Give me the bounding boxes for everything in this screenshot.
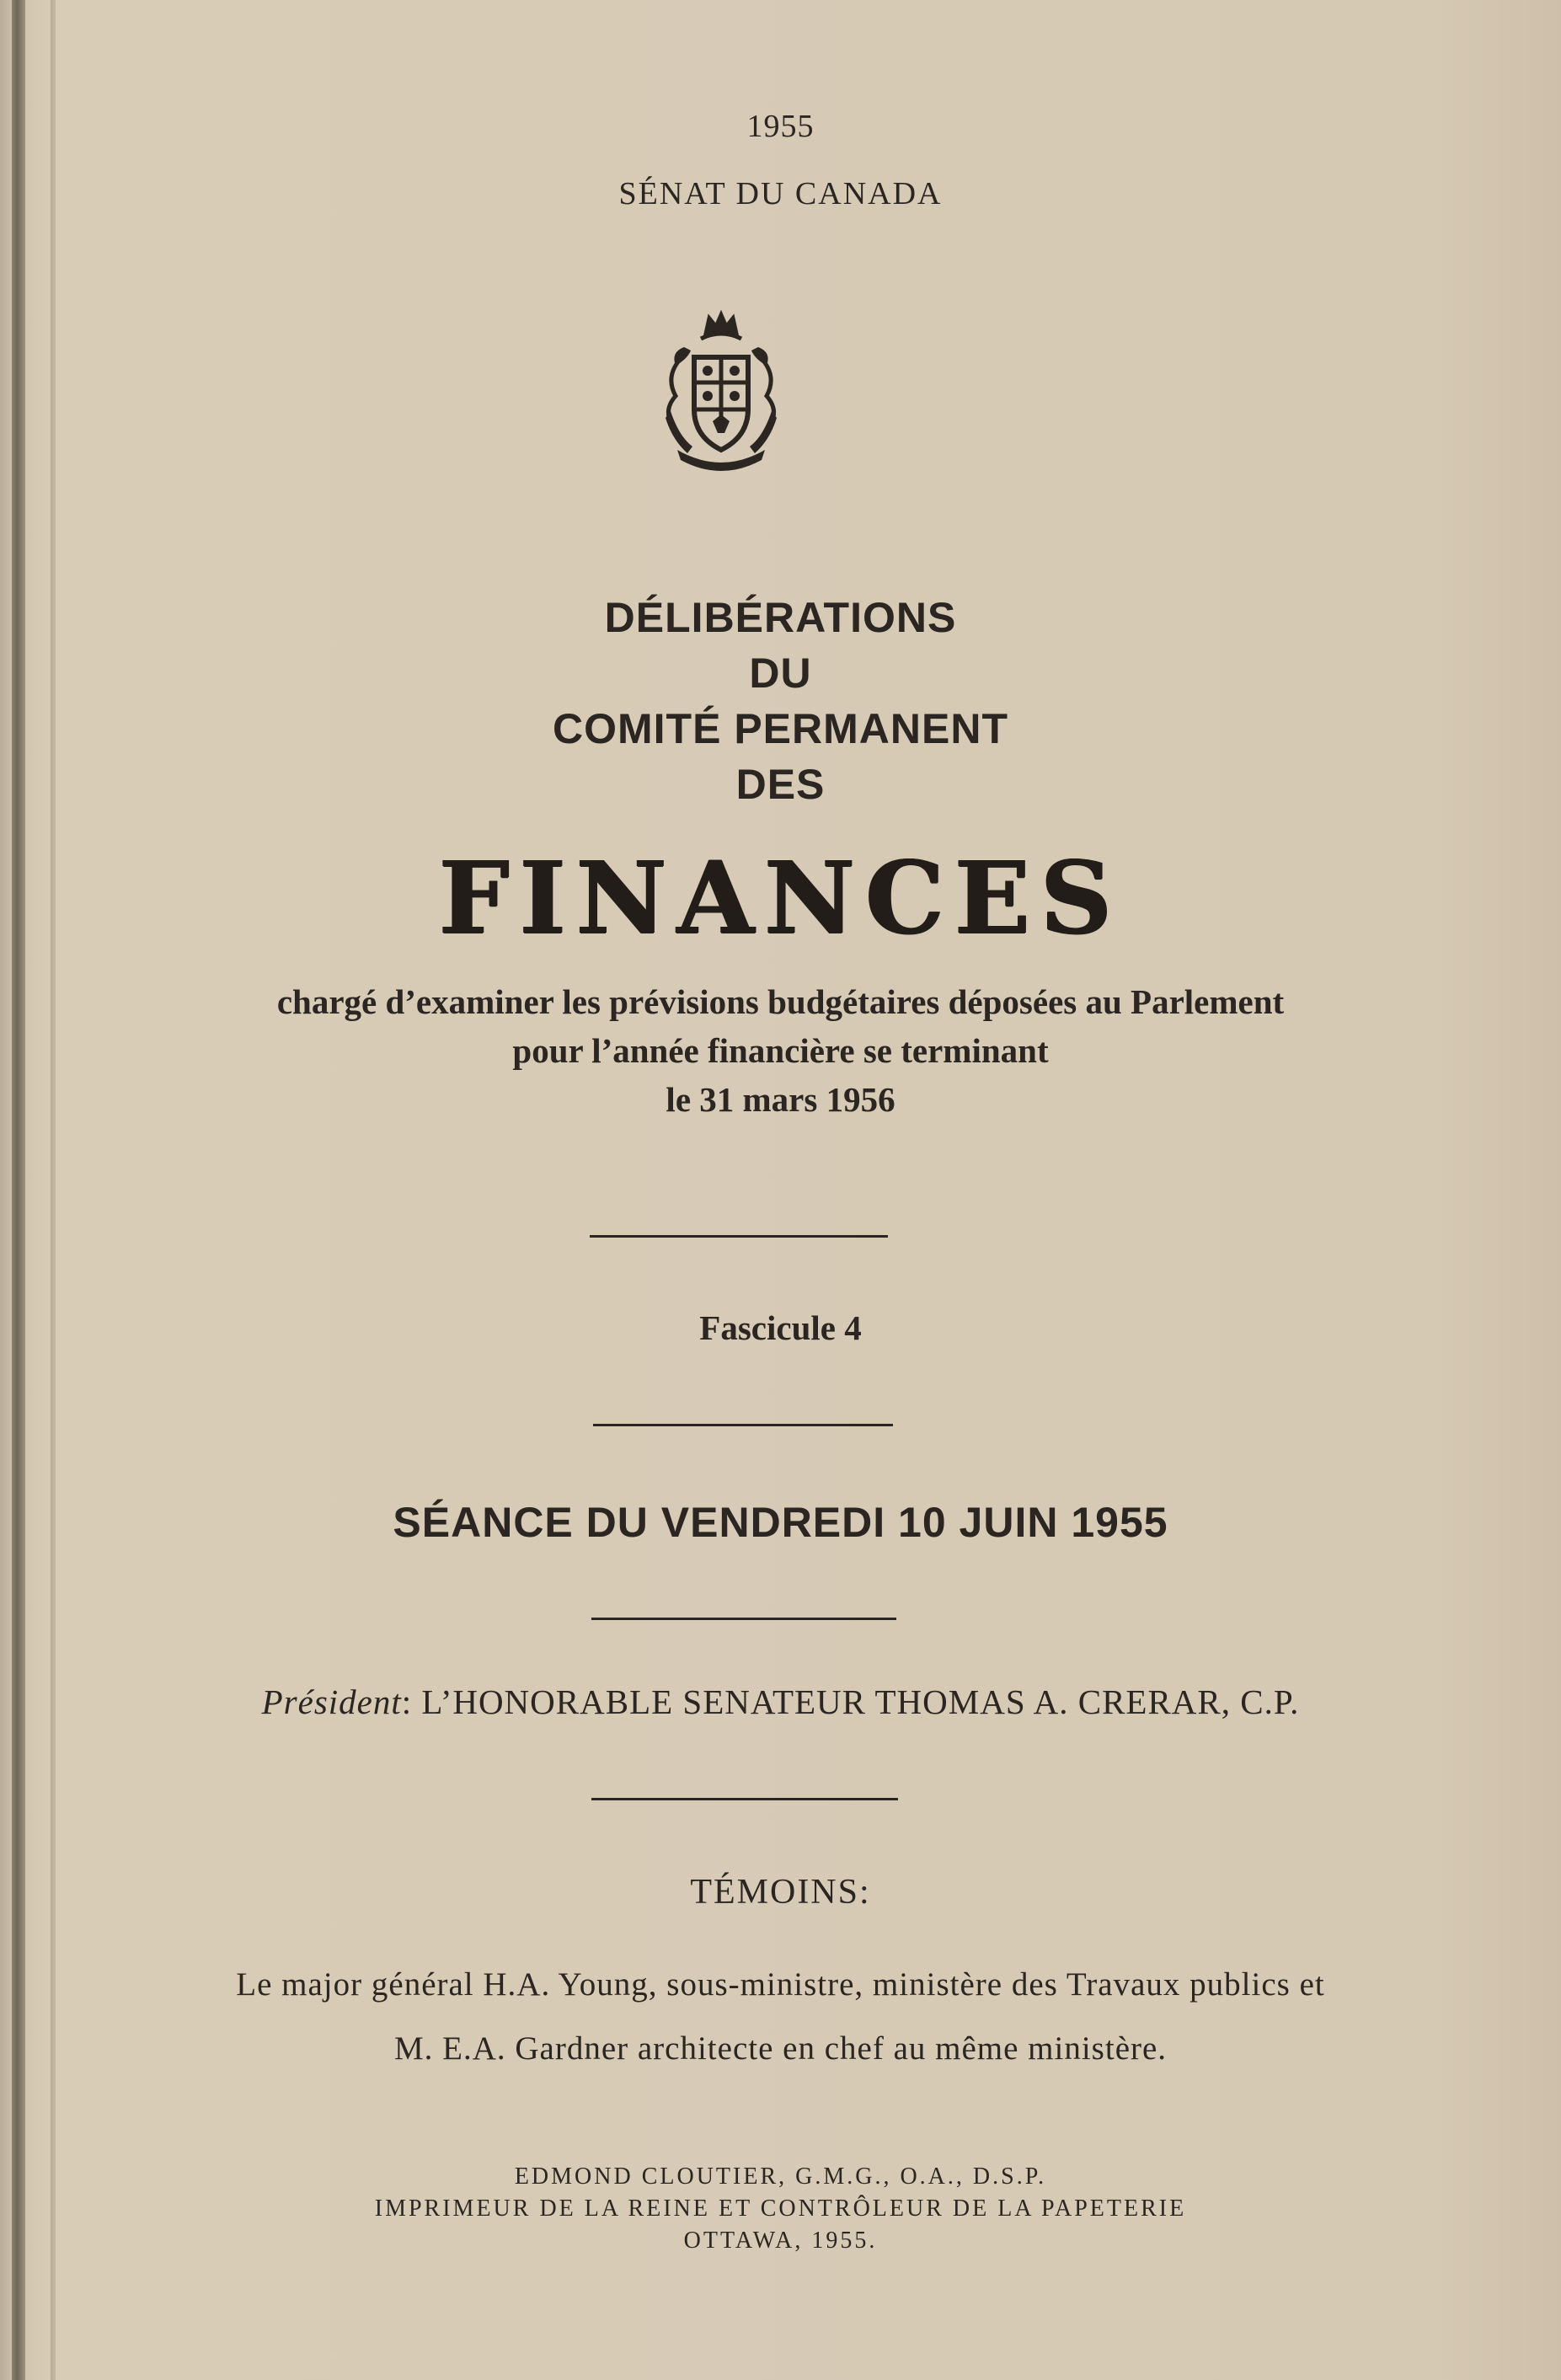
divider-rule: [591, 1798, 898, 1800]
president-line: [0, 1682, 1561, 1722]
printer-line-1: EDMOND CLOUTIER, G.M.G., O.A., D.S.P.: [514, 2163, 1047, 2190]
witness-line-1: Le major général H.A. Young, sous-ministre, ministère des Travaux publics et: [236, 1966, 1325, 2003]
divider-rule: [591, 1618, 896, 1620]
mandate-line-3: le 31 mars 1956: [666, 1080, 895, 1119]
printer-line-3: OTTAWA, 1955.: [683, 2228, 878, 2254]
document-year: 1955: [746, 109, 815, 144]
witness-line-2: M. E.A. Gardner architecte en chef au même ministère.: [393, 2030, 1168, 2067]
coat-of-arms-icon: [654, 310, 789, 479]
president-label: Président: [261, 1682, 402, 1721]
printer-imprint: [0, 2161, 1561, 2257]
mandate-line-1: chargé d’examiner les prévisions budgétaires déposées au Parlement: [276, 982, 1285, 1021]
institution-name: SÉNAT DU CANADA: [618, 176, 943, 211]
title-line-3: COMITÉ PERMANENT: [553, 705, 1008, 752]
printer-line-2: IMPRIMEUR DE LA REINE ET CONTRÔLEUR DE LA PAPETERIE: [374, 2195, 1187, 2222]
committee-title: [0, 590, 1561, 812]
title-line-4: DES: [735, 761, 826, 808]
witnesses-heading: TÉMOINS:: [690, 1873, 871, 1912]
mandate-text: [0, 977, 1561, 1124]
fascicule-number: Fascicule 4: [699, 1308, 862, 1347]
finances-heading: FINANCES: [438, 839, 1123, 956]
title-line-1: DÉLIBÉRATIONS: [604, 594, 957, 641]
president-name: : L’HONORABLE SENATEUR THOMAS A. CRERAR, C.P.: [401, 1682, 1300, 1721]
divider-rule: [590, 1235, 888, 1238]
witnesses-list: [0, 1953, 1561, 2081]
divider-rule: [593, 1424, 893, 1426]
session-date: SÉANCE DU VENDREDI 10 JUIN 1955: [393, 1499, 1168, 1546]
title-line-2: DU: [749, 650, 812, 697]
mandate-line-2: pour l’année financière se terminant: [512, 1031, 1049, 1070]
